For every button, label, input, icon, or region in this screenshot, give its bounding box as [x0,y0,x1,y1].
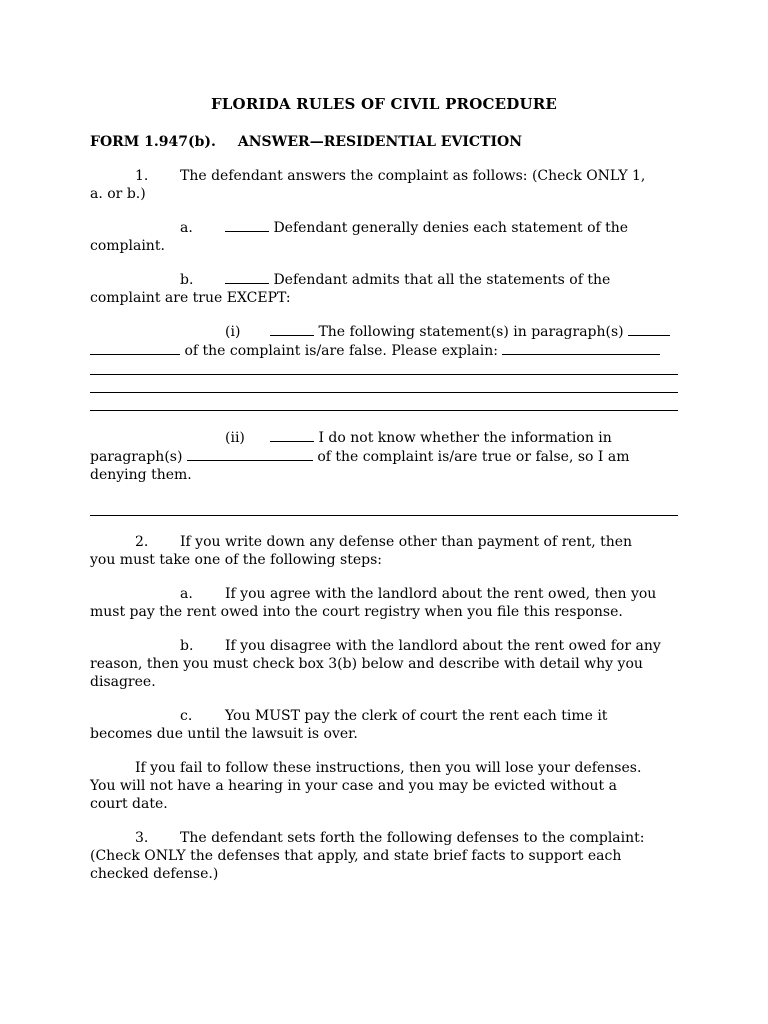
option-b-ii-text-b: of the complaint is/are true or false, so I am [317,449,630,465]
option-b-ii-label: (ii) [225,430,245,446]
step-c-label: c. [180,708,193,724]
warning-cont2: court date. [90,796,168,812]
document-title: FLORIDA RULES OF CIVIL PROCEDURE [210,95,558,113]
option-b-i-check-blank[interactable] [270,323,314,336]
option-a [90,219,680,237]
section-2-intro-cont: you must take one of the following steps: [90,552,383,568]
form-number: FORM 1.947(b). [90,134,216,150]
section-1-text: The defendant answers the complaint as follows: (Check ONLY 1, [180,168,646,184]
section-3-cont: (Check ONLY the defenses that apply, and state brief facts to support each [90,848,622,864]
option-b-ii-check-blank[interactable] [270,429,314,442]
section-2-text: If you write down any defense other than payment of rent, then [180,534,633,550]
step-b-label: b. [180,638,194,654]
option-a-check-blank[interactable] [225,219,269,232]
section-1-intro-cont: a. or b.) [90,186,146,202]
warning-text: If you fail to follow these instructions, then you will lose your defenses. [135,760,642,776]
option-b-text: Defendant admits that all the statements of the [273,272,611,288]
option-b-i-text-cont: of the complaint is/are false. Please explain: [184,343,498,359]
section-1-intro [90,167,680,185]
option-b-ii-cont [90,448,680,466]
option-a-label: a. [180,220,193,236]
option-b-i-cont [90,342,680,360]
option-a-text: Defendant generally denies each statement of the [273,220,629,236]
option-b-i-label: (i) [225,324,241,340]
option-b-ii-text-a: paragraph(s) [90,449,183,465]
paragraphs-false-blank[interactable] [628,323,670,336]
option-b-i-text: The following statement(s) in paragraph(s) [318,324,624,340]
explanation-line-2[interactable] [90,392,678,393]
step-b-text: If you disagree with the landlord about the rent owed for any [225,638,661,654]
paragraphs-false-blank-cont[interactable] [90,342,180,355]
form-name: ANSWER—RESIDENTIAL EVICTION [237,134,522,150]
section-2-intro [90,533,680,551]
step-c [90,707,680,725]
step-c-text: You MUST pay the clerk of court the rent each time it [225,708,608,724]
option-b-label: b. [180,272,194,288]
section-1-end-line[interactable] [90,515,678,516]
step-b-cont2: disagree. [90,674,156,690]
warning-cont: You will not have a hearing in your case and you may be evicted without a [90,778,617,794]
option-a-cont: complaint. [90,238,165,254]
section-1-number: 1. [135,168,149,184]
section-3-cont2: checked defense.) [90,866,219,882]
step-b [90,637,680,655]
step-b-cont: reason, then you must check box 3(b) below and describe with detail why you [90,656,643,672]
option-b-i [90,323,680,341]
section-2-number: 2. [135,534,149,550]
paragraphs-unknown-blank[interactable] [187,448,313,461]
step-c-cont: becomes due until the lawsuit is over. [90,726,358,742]
explanation-line-1[interactable] [90,374,678,375]
option-b-ii-cont2: denying them. [90,467,192,483]
option-b-ii-text: I do not know whether the information in [318,430,612,446]
option-b-check-blank[interactable] [225,271,269,284]
explanation-blank[interactable] [502,342,660,355]
step-a-cont: must pay the rent owed into the court registry when you file this response. [90,604,623,620]
option-b [90,271,680,289]
warning-paragraph [90,759,680,777]
form-heading [90,133,522,151]
explanation-line-3[interactable] [90,410,678,411]
option-b-cont: complaint are true EXCEPT: [90,290,291,306]
section-3-text: The defendant sets forth the following defenses to the complaint: [180,830,645,846]
section-3-intro [90,829,680,847]
option-b-ii [90,429,680,447]
step-a-label: a. [180,586,193,602]
step-a-text: If you agree with the landlord about the rent owed, then you [225,586,657,602]
section-3-number: 3. [135,830,149,846]
step-a [90,585,680,603]
